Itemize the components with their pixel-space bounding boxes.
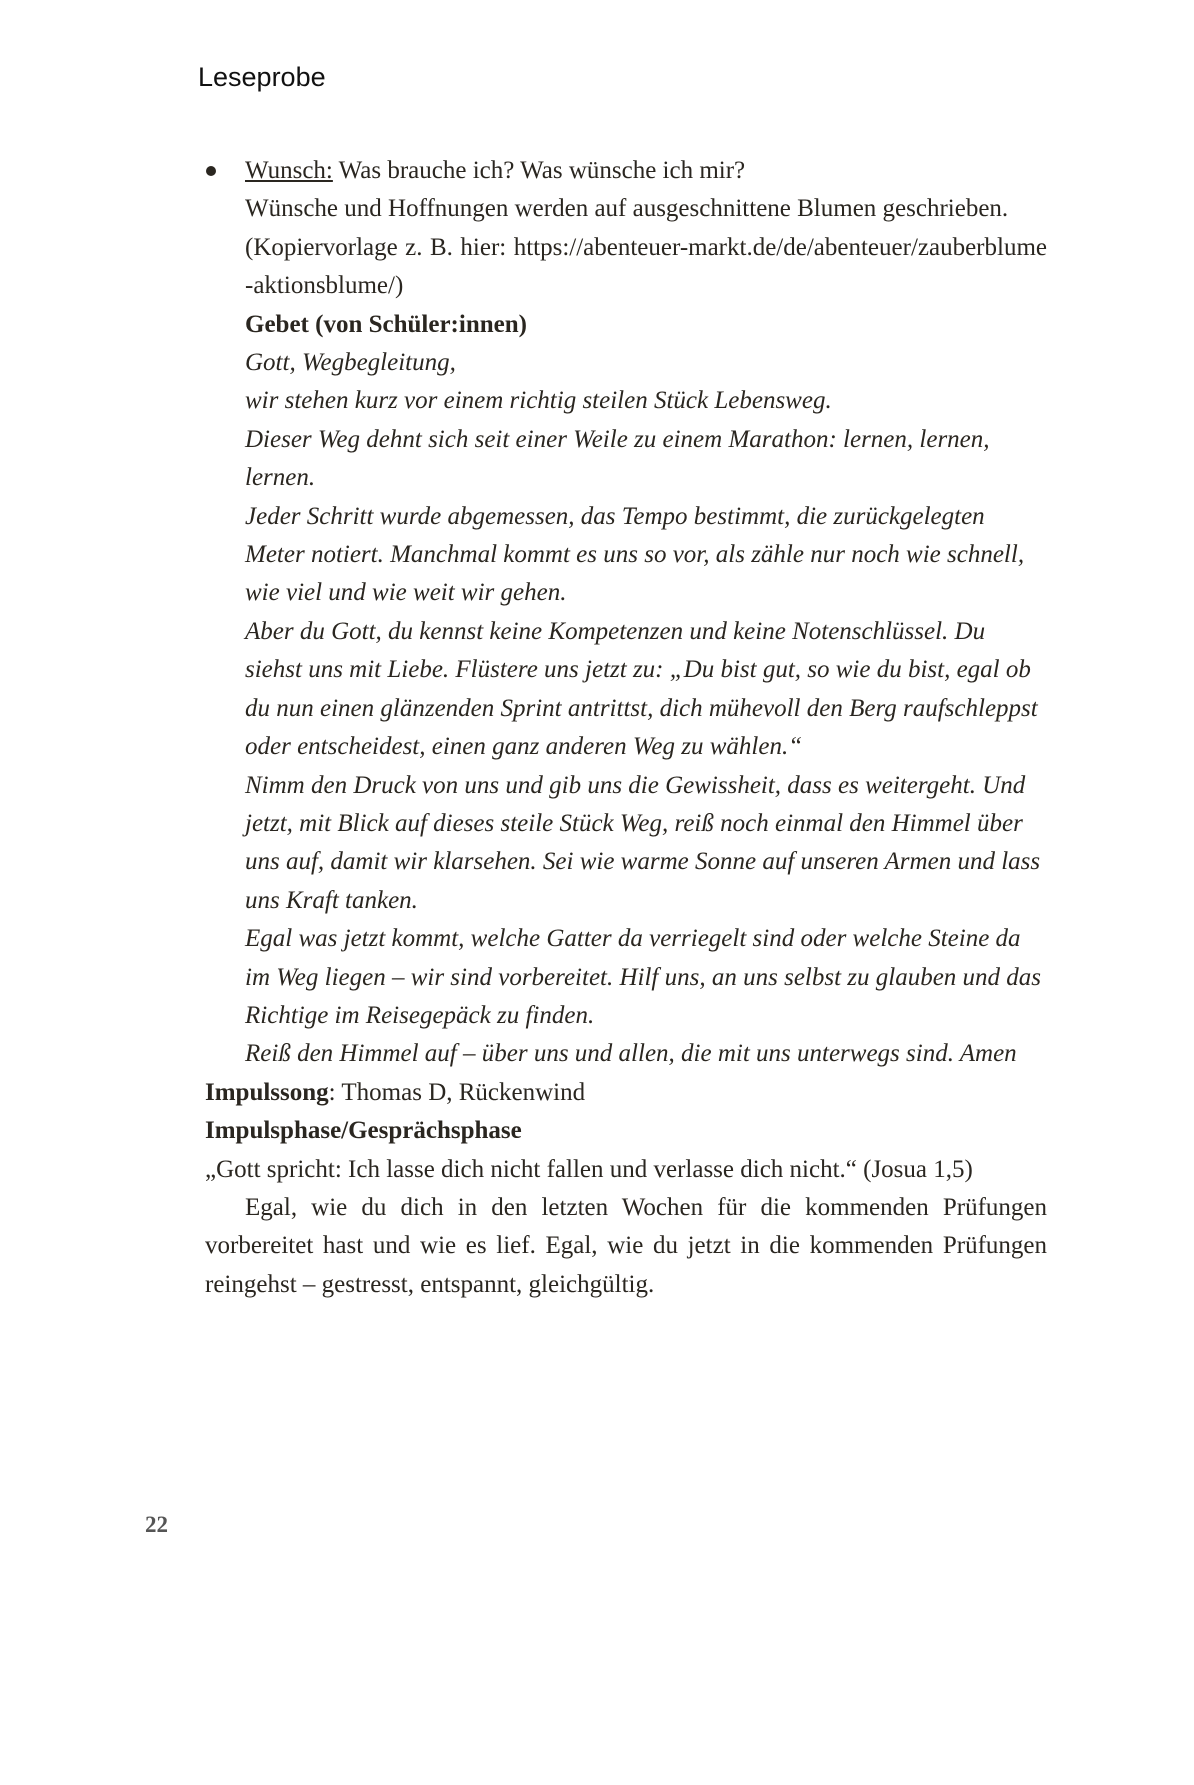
bullet-item-wunsch [205,152,1047,1074]
wunsch-description: Wünsche und Hoffnungen werden auf ausgeschnittene Blumen geschrieben. [245,195,1009,223]
wunsch-reference: (Kopiervorlage z. B. hier: https://abenteuer-markt.de/de/abenteuer/zauberblume-aktionsblume/) [245,233,1047,300]
wunsch-question: Was brauche ich? Was wünsche ich mir? [332,157,746,184]
prayer-line: Dieser Weg dehnt sich seit einer Weile zu einem Marathon: lernen, lernen, lernen. [245,425,990,492]
prayer-line: wir stehen kurz vor einem richtig steilen Stück Lebensweg. [245,387,832,415]
prayer-heading: Gebet (von Schüler:innen) [245,310,527,338]
page-content [205,152,1047,1304]
impulsphase-heading: Impulsphase/Gesprächsphase [205,1117,522,1145]
prayer-line: Gott, Wegbegleitung, [245,349,456,377]
page-header: Leseprobe [198,62,326,92]
wunsch-label: Wunsch: [245,157,333,184]
prayer-text [245,344,1047,1074]
impulssong [205,1074,1047,1112]
wunsch-line [245,152,1047,190]
prayer-line: Reiß den Himmel auf – über uns und allen, die mit uns unterwegs sind. Amen [245,1040,1017,1068]
bullet-icon [206,166,216,176]
impulsphase-paragraph: Egal, wie du dich in den letzten Wochen für die kommenden Prüfungen vorbereitet hast und wie es lief. Egal, wie du jetzt in die kommenden Prüfungen reingehst – gestresst, entspannt, gleichgültig. [205,1193,1047,1298]
page-number: 22 [145,1512,168,1537]
prayer-line: Jeder Schritt wurde abgemessen, das Tempo bestimmt, die zurückgelegten Meter notiert. Manchmal kommt es uns so vor, als zähle nur noch wie schnell, wie viel und wie weit wir gehen. [245,502,1025,607]
prayer-line: Egal was jetzt kommt, welche Gatter da verriegelt sind oder welche Steine da im Weg liegen – wir sind vorbereitet. Hilf uns, an uns selbst zu glauben und das Richtige im Reisegepäck zu finden. [245,925,1042,1029]
prayer-line: Nimm den Druck von uns und gib uns die Gewissheit, dass es weitergeht. Und jetzt, mit Blick auf dieses steile Stück Weg, reiß noch einmal den Himmel über uns auf, damit wir klarsehen. Sei wie warme Sonne auf unseren Armen und lass uns Kraft tanken. [245,771,1041,914]
bible-quote: „Gott spricht: Ich lasse dich nicht fallen und verlasse dich nicht.“ (Josua 1,5) [205,1155,973,1183]
impulssong-label: Impulssong [205,1078,329,1106]
impulssong-value: : Thomas D, Rückenwind [328,1078,586,1106]
prayer-line: Aber du Gott, du kennst keine Kompetenzen und keine Notenschlüssel. Du siehst uns mit Liebe. Flüstere uns jetzt zu: „Du bist gut, so wie du bist, egal ob du nun einen glänzenden Sprint antrittst, dich mühevoll den Berg raufschleppst oder entscheidest, einen ganz anderen Weg zu wählen.“ [245,617,1038,761]
